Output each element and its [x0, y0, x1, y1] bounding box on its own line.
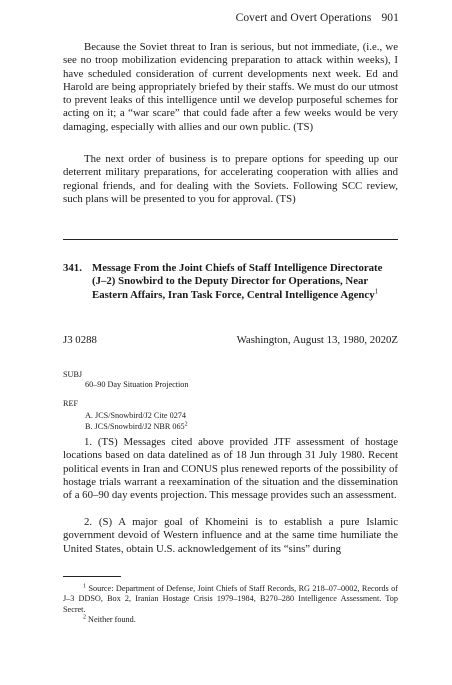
paragraph-2-text: The next order of business is to prepare options for speeding up our deterrent military preparations, for accelerating cooperation with allies and regional friends, and for dealing with the Soviets. Following SCC review, such plans will be presented to you for approval. (TS) [63, 153, 398, 205]
document-heading [63, 262, 398, 302]
footnote-ref-2: 2 [184, 421, 188, 428]
footnotes [63, 584, 398, 626]
paragraph-3 [63, 436, 398, 502]
document-id: J3 0288 [63, 334, 97, 346]
footnote-1-text: Source: Department of Defense, Joint Chiefs of Staff Records, RG 218–07–0002, Records of J–3 DDSO, Box 2, Iranian Hostage Crisis 1979–1984, B270–280 Intelligence Assessment. Top Secret. [63, 584, 398, 614]
document-number: 341. [63, 262, 82, 274]
subj-value: 60–90 Day Situation Projection [85, 380, 189, 389]
footnote-2-mark: 2 [83, 614, 86, 621]
footnote-1 [63, 584, 398, 615]
ref-b [85, 421, 188, 432]
footnote-2-text: Neither found. [88, 615, 136, 625]
paragraph-1 [63, 41, 398, 134]
paragraph-2 [63, 153, 398, 206]
footnote-divider [63, 576, 121, 577]
document-title [92, 262, 398, 302]
footnote-ref-1: 1 [374, 287, 379, 296]
ref-a: A. JCS/Snowbird/J2 Cite 0274 [85, 411, 186, 420]
document-place-date: Washington, August 13, 1980, 2020Z [236, 334, 398, 346]
section-divider [63, 239, 398, 240]
paragraph-4 [63, 516, 398, 556]
running-head-title: Covert and Overt Operations [235, 12, 372, 24]
paragraph-4-text: 2. (S) A major goal of Khomeini is to establish a pure Islamic government devoid of Western influence and at the same time humiliate the United States, obtain U.S. acknowledgement of its “sins” during [63, 516, 398, 555]
ref-b-text: B. JCS/Snowbird/J2 NBR 065 [85, 422, 185, 431]
footnote-1-mark: 1 [83, 583, 86, 590]
paragraph-3-text: 1. (TS) Messages cited above provided JTF assessment of hostage locations based on data datelined as of 18 Jun through 31 July 1980. Recent political events in Iran and CONUS plus renewed reports of the possibility of hostage trials warrant a reexamination of the situation and the dissemination of a 60–90 day events projection. This message provides such an assessment. [63, 436, 398, 502]
page-number: 901 [381, 12, 399, 24]
ref-label: REF [63, 399, 79, 408]
running-head [236, 12, 399, 24]
footnote-2 [63, 615, 398, 625]
document-title-text: Message From the Joint Chiefs of Staff Intelligence Directorate (J–2) Snowbird to the Deputy Director for Operations, Near Eastern Affairs, Iran Task Force, Central Intelligence Agency [92, 262, 383, 301]
document-meta [63, 334, 398, 346]
paragraph-1-text: Because the Soviet threat to Iran is serious, but not immediate, (i.e., we see no troop mobilization evidencing preparation to attack within weeks), I have scheduled consideration of current developments next week. Ed and Harold are being appropriately briefed by their staffs. We must do our utmost to prevent leaks of this intelligence until we develop purposeful schemes for acting on it; a “war scare” that could fade after a few weeks would be very damaging, especially with allies and our own public. (TS) [63, 41, 398, 133]
subj-label: SUBJ [63, 370, 83, 379]
